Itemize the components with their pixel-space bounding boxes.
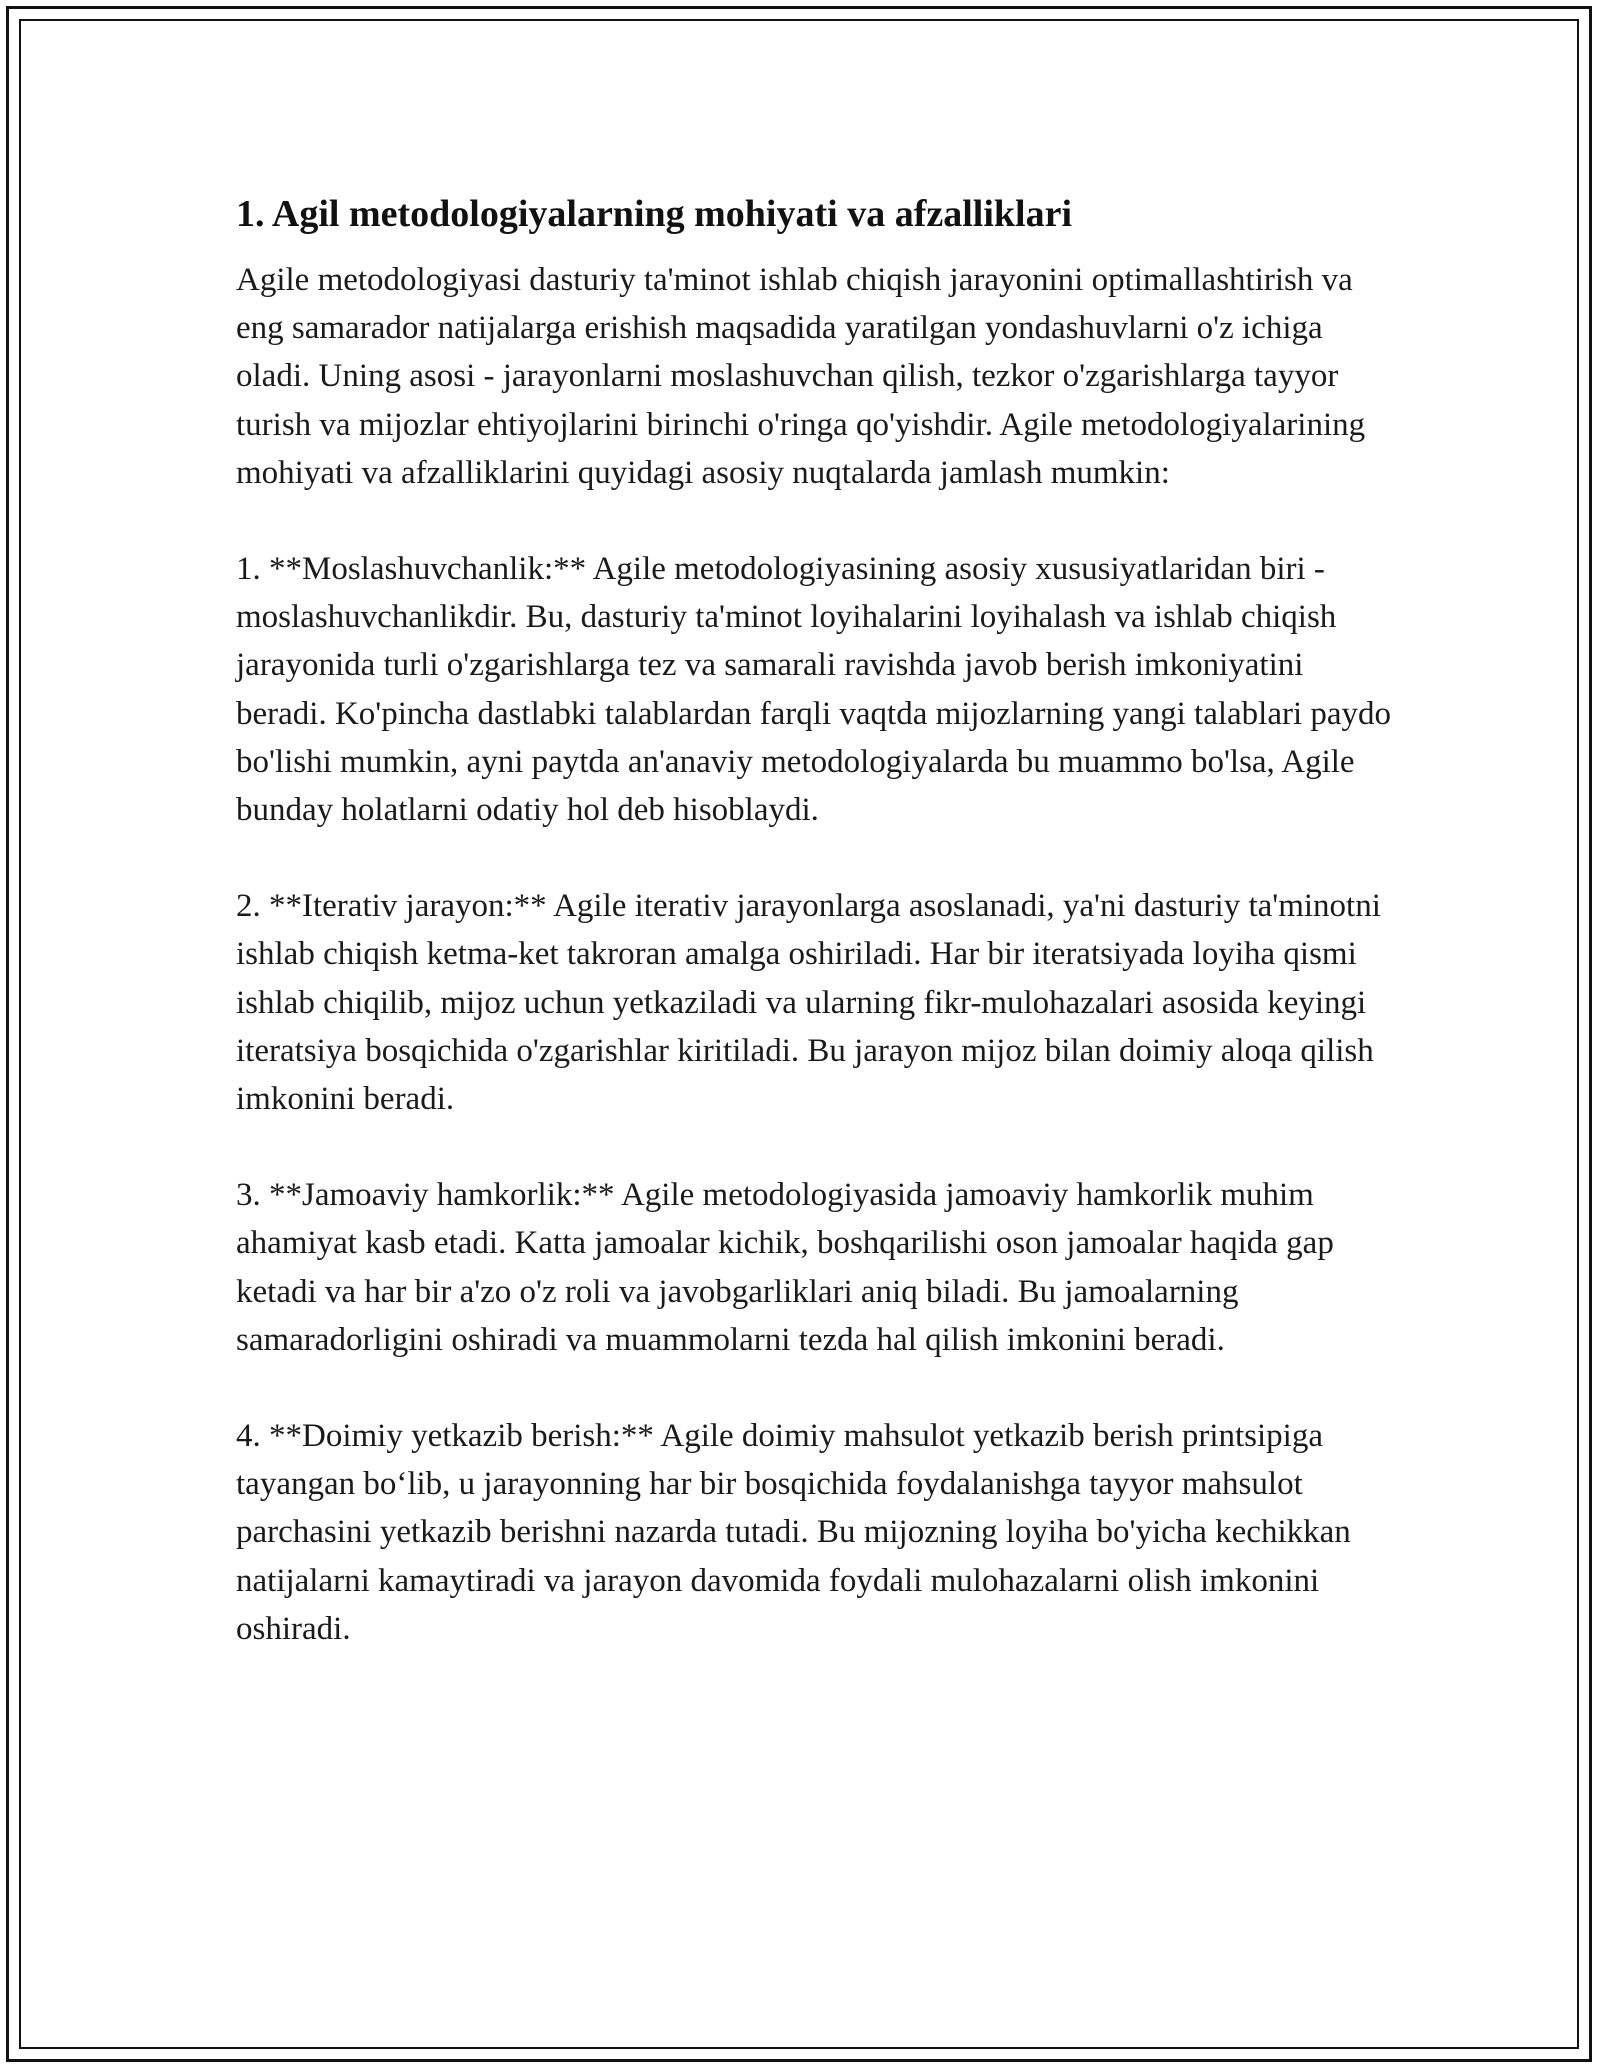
point-flexibility-paragraph: 1. **Moslashuvchanlik:** Agile metodologiyasining asosiy xususiyatlaridan biri - moslashuvchanlikdir. Bu, dasturiy ta'minot loyihalarini loyihalash va ishlab chiqish jarayonida turli o'zgarishlarga tez va samarali ravishda javob berish imkoniyatini beradi. Ko'pincha dastlabki talablardan farqli vaqtda mijozlarning yangi talablari paydo bo'lishi mumkin, ayni paytda an'anaviy metodologiyalarda bu muammo bo'lsa, Agile bunday holatlarni odatiy hol deb hisoblaydi.	[236, 551, 1392, 829]
point-delivery-paragraph: 4. **Doimiy yetkazib berish:** Agile doimiy mahsulot yetkazib berish printsipiga tayangan bo‘lib, u jarayonning har bir bosqichida foydalanishga tayyor mahsulot parchasini yetkazib berishni nazarda tutadi. Bu mijozning loyiha bo'yicha kechikkan natijalarni kamaytiradi va jarayon davomida foydali mulohazalarni olish imkonini oshiradi.	[236, 1418, 1351, 1647]
section-heading: 1. Agil metodologiyalarning mohiyati va afzalliklari	[236, 193, 1072, 235]
document-body	[236, 186, 1396, 1701]
point-iterative-paragraph: 2. **Iterativ jarayon:** Agile iterativ jarayonlarga asoslanadi, ya'ni dasturiy ta'minotni ishlab chiqish ketma-ket takroran amalga oshiriladi. Har bir iteratsiyada loyiha qismi ishlab chiqilib, mijoz uchun yetkaziladi va ularning fikr-mulohazalari asosida keyingi iteratsiya bosqichida o'zgarishlar kiritiladi. Bu jarayon mijoz bilan doimiy aloqa qilish imkonini beradi.	[236, 888, 1381, 1118]
intro-paragraph: Agile metodologiyasi dasturiy ta'minot ishlab chiqish jarayonini optimallashtirish va eng samarador natijalarga erishish maqsadida yaratilgan yondashuvlarni o'z ichiga oladi. Uning asosi - jarayonlarni moslashuvchan qilish, tezkor o'zgarishlarga tayyor turish va mijozlar ehtiyojlarini birinchi o'ringa qo'yishdir. Agile metodologiyalarining mohiyati va afzalliklarini quyidagi asosiy nuqtalarda jamlash mumkin:	[236, 262, 1366, 491]
point-collaboration-paragraph: 3. **Jamoaviy hamkorlik:** Agile metodologiyasida jamoaviy hamkorlik muhim ahamiyat kasb etadi. Katta jamoalar kichik, boshqarilishi oson jamoalar haqida gap ketadi va har bir a'zo o'z roli va javobgarliklari aniq biladi. Bu jamoalarning samaradorligini oshiradi va muammolarni tezda hal qilish imkonini beradi.	[236, 1177, 1334, 1358]
